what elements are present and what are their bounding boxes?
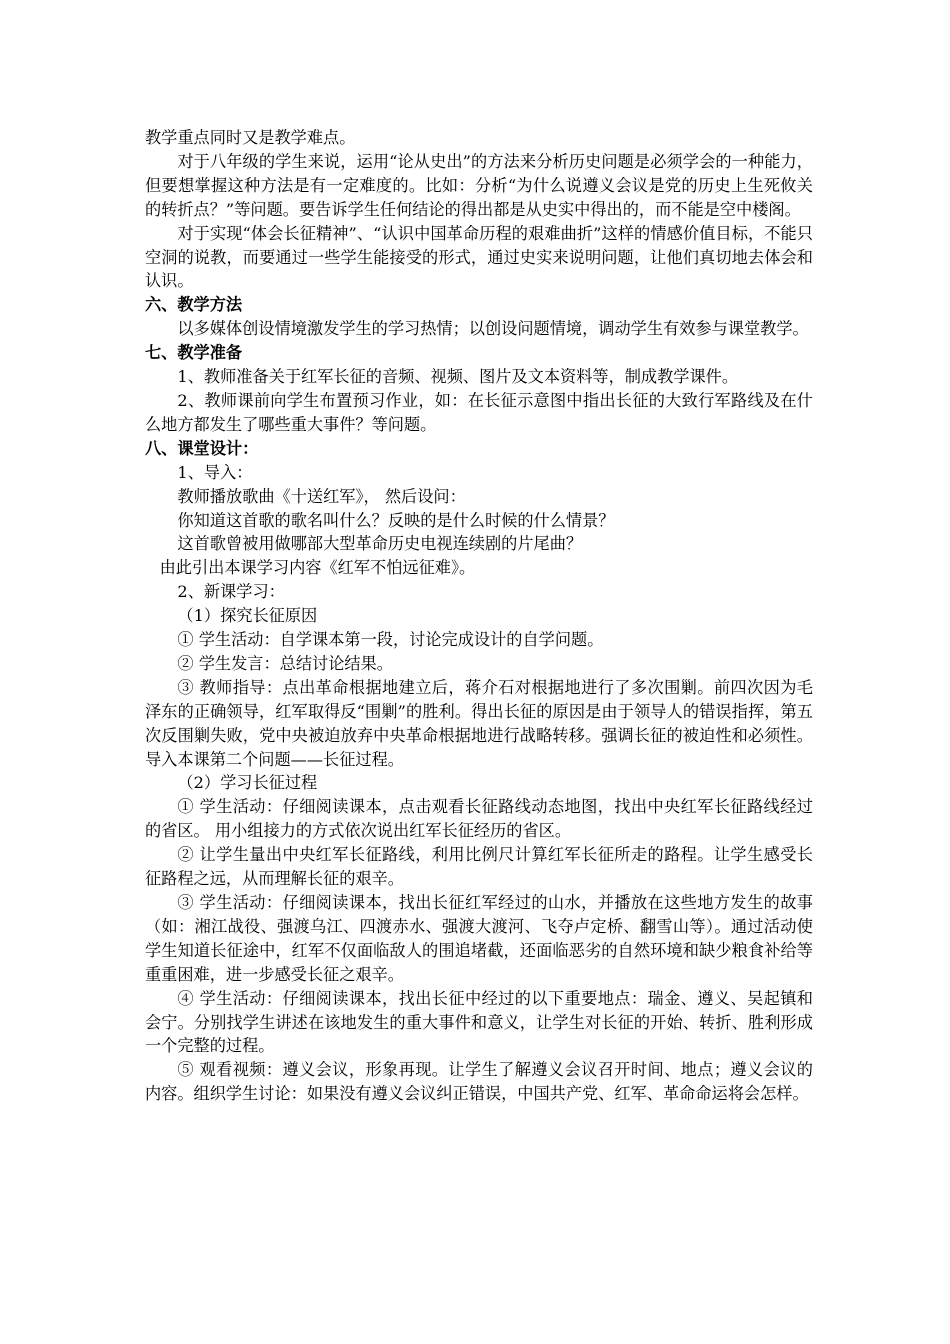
paragraph-process-3: ③ 学生活动：仔细阅读课本，找出长征红军经过的山水，并播放在这些地方发生的故事（如：湘江战役、强渡乌江、四渡赤水、强渡大渡河、飞夺卢定桥、翻雪山等）。通过活动使学生知道长征途中，红军不仅面临敌人的围追堵截，还面临恶劣的自然环境和缺少粮食补给等重重困难，进一步感受长征之艰辛。 <box>145 893 813 984</box>
paragraph-question-1: 你知道这首歌的歌名叫什么？反映的是什么时候的什么情景？ <box>177 510 615 530</box>
paragraph-subsection-2: （2）学习长征过程 <box>177 773 318 793</box>
paragraph-process-5: ⑤ 观看视频：遵义会议，形象再现。让学生了解遵义会议召开时间、地点；遵义会议的内容。组织学生讨论：如果没有遵义会议纠正错误，中国共产党、红军、革命命运将会怎样。 <box>145 1060 813 1104</box>
paragraph-continuation: 教学重点同时又是教学难点。 <box>145 128 356 147</box>
paragraph-step-1: ① 学生活动：自学课本第一段，讨论完成设计的自学问题。 <box>177 630 604 650</box>
paragraph-question-2: 这首歌曾被用做哪部大型革命历史电视连续剧的片尾曲？ <box>177 534 583 554</box>
paragraph-new-lesson-label: 2、新课学习： <box>177 582 285 602</box>
paragraph-process-4: ④ 学生活动：仔细阅读课本，找出长征中经过的以下重要地点：瑞金、遵义、吴起镇和会宁。分别找学生讲述在该地发生的重大事件和意义，让学生对长征的开始、转折、胜利形成一个完整的过程。 <box>145 988 813 1056</box>
paragraph-method-difficulty: 对于八年级的学生来说，运用“论从史出”的方法来分析历史问题是必须学会的一种能力，但要想掌握这种方法是有一定难度的。比如：分析“为什么说遵义会议是党的历史上生死攸关的转折点？”等问题。要告诉学生任何结论的得出都是从史实中得出的，而不能是空中楼阁。 <box>145 151 813 219</box>
paragraph-lead-in: 由此引出本课学习内容《红军不怕远征难》。 <box>159 558 476 578</box>
section-heading-teaching-method: 六、教学方法 <box>145 295 243 315</box>
paragraph-subsection-1: （1）探究长征原因 <box>177 606 318 626</box>
section-heading-preparation: 七、教学准备 <box>145 343 243 363</box>
section-heading-class-design: 八、课堂设计： <box>145 438 259 458</box>
paragraph-preparation-2: 2、教师课前向学生布置预习作业，如：在长征示意图中指出长征的大致行军路线及在什么地方都发生了哪些重大事件？等问题。 <box>145 390 813 434</box>
paragraph-emotional-goal: 对于实现“体会长征精神”、“认识中国革命历程的艰难曲折”这样的情感价值目标，不能只空洞的说教，而要通过一些学生能接受的形式，通过史实来说明问题，让他们真切地去体会和认识。 <box>145 223 813 291</box>
document-page <box>145 126 813 1106</box>
paragraph-step-2: ② 学生发言：总结讨论结果。 <box>177 653 393 673</box>
paragraph-step-3: ③ 教师指导：点出革命根据地建立后，蒋介石对根据地进行了多次围剿。前四次因为毛泽东的正确领导，红军取得反“围剿”的胜利。得出长征的原因是由于领导人的错误指挥，第五次反围剿失败，党中央被迫放弃中央革命根据地进行战略转移。强调长征的被迫性和必须性。导入本课第二个问题——长征过程。 <box>145 677 813 769</box>
paragraph-intro-label: 1、导入： <box>177 462 253 482</box>
paragraph-process-2: ② 让学生量出中央红军长征路线，利用比例尺计算红军长征所走的路程。让学生感受长征路程之远，从而理解长征的艰辛。 <box>145 845 813 889</box>
paragraph-preparation-1: 1、教师准备关于红军长征的音频、视频、图片及文本资料等，制成教学课件。 <box>177 367 739 387</box>
paragraph-teaching-method: 以多媒体创设情境激发学生的学习热情；以创设问题情境，调动学生有效参与课堂教学。 <box>177 319 809 339</box>
paragraph-process-1: ① 学生活动：仔细阅读课本，点击观看长征路线动态地图，找出中央红军长征路线经过的省区。 用小组接力的方式依次说出红军长征经历的省区。 <box>145 797 813 841</box>
paragraph-play-song: 教师播放歌曲《十送红军》， 然后设问： <box>177 486 466 506</box>
